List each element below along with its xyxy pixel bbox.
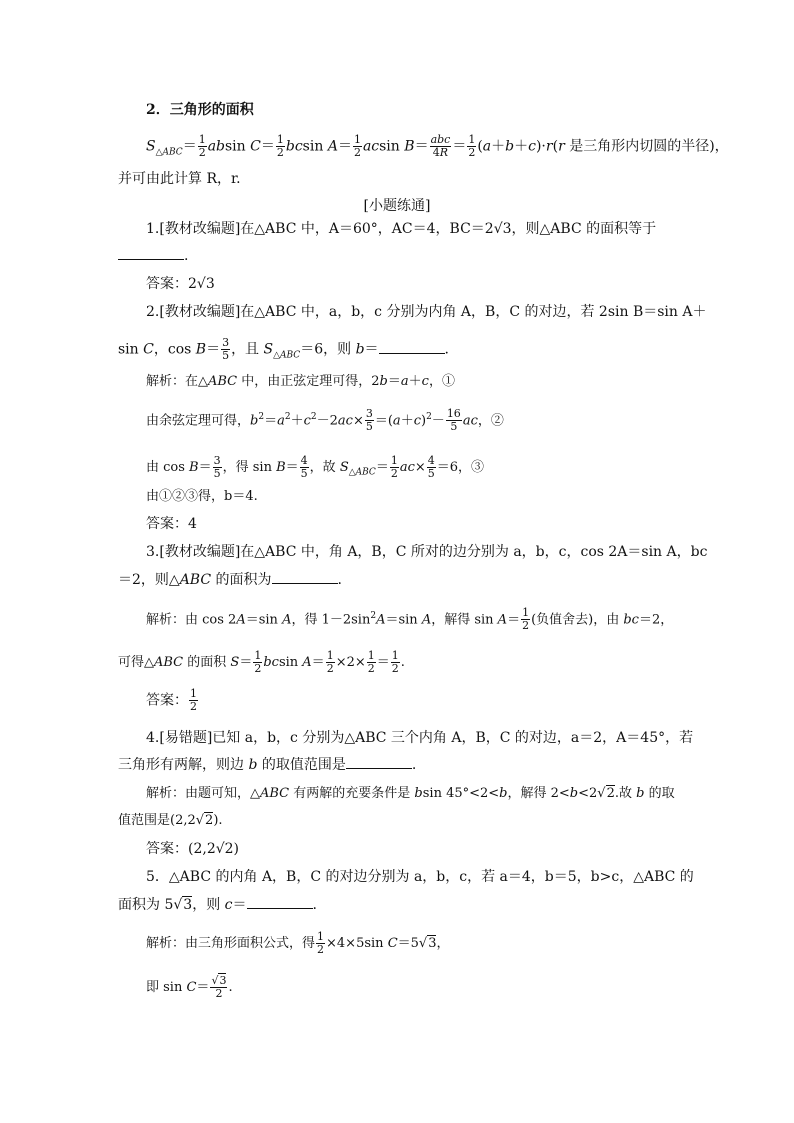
problem-4-question-cont: 三角形有两解，则边 b 的取值范围是 . — [118, 757, 417, 773]
problem-4-solution-1: 解析：由题可知，△ABC 有两解的充要条件是 bsin 45°<2<b，解得 2<b<2√2.故 b 的取 — [146, 786, 675, 801]
section-title: 2．三角形的面积 — [146, 102, 254, 118]
problem-3-solution-2: 可得△ABC 的面积 S＝ $\frac{1}{2}$ bcsin A＝ $\frac{1}{2}$ ×2× $\frac{1}{2}$ ＝ $\frac{1}{2}$ . — [118, 649, 405, 675]
area-formula: $S_{\triangle ABC}=$ $\frac{1}{2}$ absin C＝ $\frac{1}{2}$ bcsin A＝ $\frac{1}{2}$ acsin B＝ $\frac{\text{abc}}{4R}$ ＝ $\frac{1}{2}$ (a＋b＋c)·r(r 是三角形内切圆的半径)， — [146, 133, 729, 159]
problem-5-solution-2: 即 sin C＝ $\frac{√3}{2}$ . — [146, 974, 233, 1000]
problem-3-answer-label: 答案： — [146, 692, 188, 709]
problem-3-question: 3.[教材改编题]在△ABC 中，角 A，B，C 所对的边分别为 a，b，c，cos 2A＝sin A，bc — [146, 544, 708, 560]
problem-2-question-cont: sin C，cos B＝ $\frac{3}{5}$ ，且 $S_{\triangle ABC}=6$，则 b＝ . — [118, 336, 449, 362]
problem-4-question: 4.[易错题]已知 a，b，c 分别为△ABC 三个内角 A，B，C 的对边，a＝2，A＝45°，若 — [146, 730, 694, 746]
problem-2-solution-3: 由 cos B＝ $\frac{3}{5}$ ，得 sin B＝ $\frac{4}{5}$ ，故 $S_{\triangle ABC}=$ $\frac{1}{2}$ ac× $\frac{4}{5}$ ＝6，③ — [146, 454, 485, 480]
problem-5-question: 5．△ABC 的内角 A，B，C 的对边分别为 a，b，c，若 a＝4，b＝5，b>c，△ABC 的 — [146, 869, 694, 885]
problem-3-question-cont: ＝2，则△ABC 的面积为 . — [118, 572, 342, 588]
section-conclusion: 并可由此计算 R，r. — [118, 171, 241, 187]
problem-5-solution-1: 解析：由三角形面积公式，得 $\frac{1}{2}$ ×4×5sin C＝5√3， — [146, 930, 450, 956]
practice-heading: [小题练通] — [363, 198, 431, 214]
problem-1-blank: . — [118, 247, 188, 265]
problem-1-question: 1.[教材改编题]在△ABC 中，A＝60°，AC＝4，BC＝2√3，则△ABC 的面积等于 — [146, 221, 657, 237]
problem-2-question: 2.[教材改编题]在△ABC 中，a，b，c 分别为内角 A，B，C 的对边，若 2sin B＝sin A＋ — [146, 304, 707, 320]
problem-3-answer: 答案： $\frac{1}{2}$ — [146, 687, 197, 713]
problem-1-answer: 答案：2√3 — [146, 276, 215, 292]
problem-2-solution-2: 由余弦定理可得，$b^2=a^2+c^2-2ac\times$ $\frac{3}{5}$ $=(a+c)^2-$ $\frac{16}{5}$ ac，② — [146, 407, 504, 434]
problem-4-solution-2: 值范围是(2,2√2). — [118, 813, 223, 828]
problem-2-solution-4: 由①②③得，b＝4. — [146, 489, 258, 504]
problem-2-answer: 答案：4 — [146, 516, 197, 532]
problem-5-question-cont: 面积为 5√3，则 c＝ . — [118, 897, 317, 913]
problem-4-answer: 答案：(2,2√2) — [146, 841, 240, 857]
problem-2-solution-1: 解析：在△ABC 中，由正弦定理可得，2b＝a＋c，① — [146, 374, 455, 389]
problem-3-solution-1: 解析：由 cos 2A＝sin A，得 $1-2\sin^2A=\sin$ A，解得 sin A＝ $\frac{1}{2}$ (负值舍去)，由 bc＝2， — [146, 606, 674, 633]
